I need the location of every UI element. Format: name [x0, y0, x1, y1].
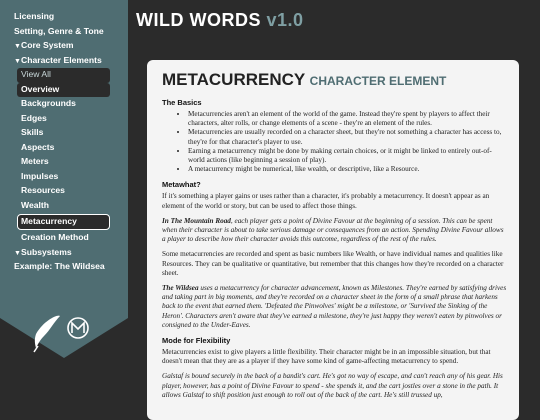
sidebar-item-label: Edges	[21, 112, 47, 123]
sidebar-item-label: Resources	[21, 185, 65, 195]
chevron-down-icon: ▼	[14, 43, 21, 50]
chevron-down-icon: ▼	[14, 249, 21, 257]
basics-list	[162, 110, 507, 174]
sidebar-item-skills[interactable]	[0, 126, 128, 141]
basics-heading: The Basics	[162, 98, 202, 107]
sidebar-item-edges[interactable]	[0, 112, 128, 127]
app-title-text: WILD WORDS	[136, 10, 261, 30]
sidebar-item-label: Impulses	[21, 170, 59, 181]
sidebar-item-aspects[interactable]	[0, 141, 128, 156]
example-text: , each player gets a point of Divine Favour at the beginning of a session. This can be spent when their character is about to take serious damage or consequences from an action. Spending Divine Favour allows a player to describe how their character avoids this outcome, regardless of the rest of the rules.	[162, 216, 504, 244]
metawhat-heading: Metawhat?	[162, 180, 201, 190]
list-item: • Earning a metacurrency might be done by making certain choices, or it might be linked to entirely out-of-world actions (like beginning a session of play).	[188, 147, 507, 165]
flexibility-heading: Mode for Flexibility	[162, 336, 231, 346]
sidebar	[0, 0, 128, 405]
page-title	[162, 70, 507, 90]
sidebar-item-character-elements[interactable]	[0, 54, 128, 69]
example-paragraph	[162, 284, 507, 330]
example-paragraph	[162, 217, 507, 245]
sidebar-item-label: Example: The Wildsea	[14, 261, 105, 271]
sidebar-item-impulses[interactable]	[0, 170, 128, 185]
sidebar-item-overview[interactable]	[17, 83, 110, 98]
example-title: The Wildsea	[162, 284, 199, 293]
main-content	[147, 60, 519, 420]
app-version: v1.0	[266, 10, 304, 30]
example-text: uses a metacurrency for character advancement, known as Milestones. They're earned by satisfying drives and taking part in big moments, and they're recorded on a character sheet in the form of a small phrase that harkens back to the event that earned them. 'Defeated the Pinwolves' might be a milestone, or 'Survived the Sinking of the Heron'. Characters aren't aware that they've earned a milestone, they're just happy they weren't eaten by pinwolves or consigned to the Under-Eaves.	[162, 284, 507, 329]
list-item: • A metacurrency might be numerical, like wealth, or descriptive, like a Resource.	[188, 165, 507, 174]
sidebar-item-setting[interactable]	[0, 25, 128, 40]
sidebar-item-meters[interactable]	[0, 155, 128, 170]
example-title: In The Mountain Road	[162, 216, 231, 225]
paragraph: If it's something a player gains or uses rather than a character, it's probably a metacurrency. It doesn't appear as an element of the world or story, but can be used to affect those things.	[162, 192, 490, 210]
list-item: • Metacurrencies are usually recorded on a character sheet, but they're not something a character has access to, they're for that character's player to use.	[188, 128, 507, 146]
app-title	[136, 10, 304, 31]
sidebar-item-wealth[interactable]	[0, 199, 128, 214]
sidebar-item-label: Character Elements	[21, 54, 102, 65]
sidebar-item-label: Metacurrency	[21, 216, 77, 226]
sidebar-item-label: View All	[21, 69, 51, 79]
sidebar-item-backgrounds[interactable]	[0, 97, 128, 112]
page-subtitle: CHARACTER ELEMENT	[309, 74, 447, 88]
sidebar-item-label: Licensing	[14, 11, 55, 21]
sidebar-item-label: Setting, Genre & Tone	[14, 25, 104, 36]
sidebar-item-label: Overview	[21, 83, 60, 94]
sidebar-brand-area	[0, 300, 128, 405]
sidebar-item-label: Meters	[21, 156, 49, 166]
sidebar-item-subsystems[interactable]	[0, 246, 128, 261]
sidebar-item-label: Creation Method	[21, 232, 89, 242]
paragraph: Metacurrencies exist to give players a little flexibility. Their character might be in an impossible situation, but that doesn't mean that they are as a player if they have some kind of game-affecting metacurrency to spend.	[162, 348, 491, 366]
sidebar-top-spacer	[0, 0, 128, 10]
sidebar-item-label: Skills	[21, 127, 44, 137]
header	[128, 0, 540, 52]
sidebar-item-metacurrency[interactable]	[17, 214, 110, 230]
sidebar-item-example-wildsea[interactable]	[0, 260, 128, 275]
sidebar-item-label: Core System	[21, 40, 74, 50]
sidebar-item-label: Subsystems	[21, 246, 72, 257]
page-title-text: METACURRENCY	[162, 70, 305, 89]
sidebar-item-label: Backgrounds	[21, 98, 76, 108]
example-paragraph: Galstaf is bound securely in the back of a bandit's cart. He's got no way of escape, and can't reach any of his gear. His player, however, has a point of Divine Favour to spend - she spends it, and the cart jostles over a stone in the path. It allows Galstaf to shift position just enough to roll out of the back of the cart. He's still trussed up,	[162, 372, 503, 399]
sidebar-item-core-system[interactable]	[0, 39, 128, 54]
sidebar-item-view-all[interactable]	[17, 68, 110, 83]
sidebar-item-label: Aspects	[21, 141, 55, 152]
sidebar-item-creation-method[interactable]	[0, 231, 128, 246]
paragraph: Some metacurrencies are recorded and spent as basic numbers like Wealth, or have individual names and qualities like Resources. They can be qualitative or quantitative, but remember that this changes how they're recorded on a character sheet.	[162, 250, 504, 277]
chevron-down-icon: ▼	[14, 57, 21, 65]
sidebar-item-resources[interactable]	[0, 184, 128, 199]
sidebar-item-label: Wealth	[21, 199, 50, 210]
sidebar-item-licensing[interactable]	[0, 10, 128, 25]
list-item: • Metacurrencies aren't an element of the world of the game. Instead they're spent by players to affect their characters, alter rolls, or change elements of a scene - they're an element of the rules.	[188, 110, 507, 128]
